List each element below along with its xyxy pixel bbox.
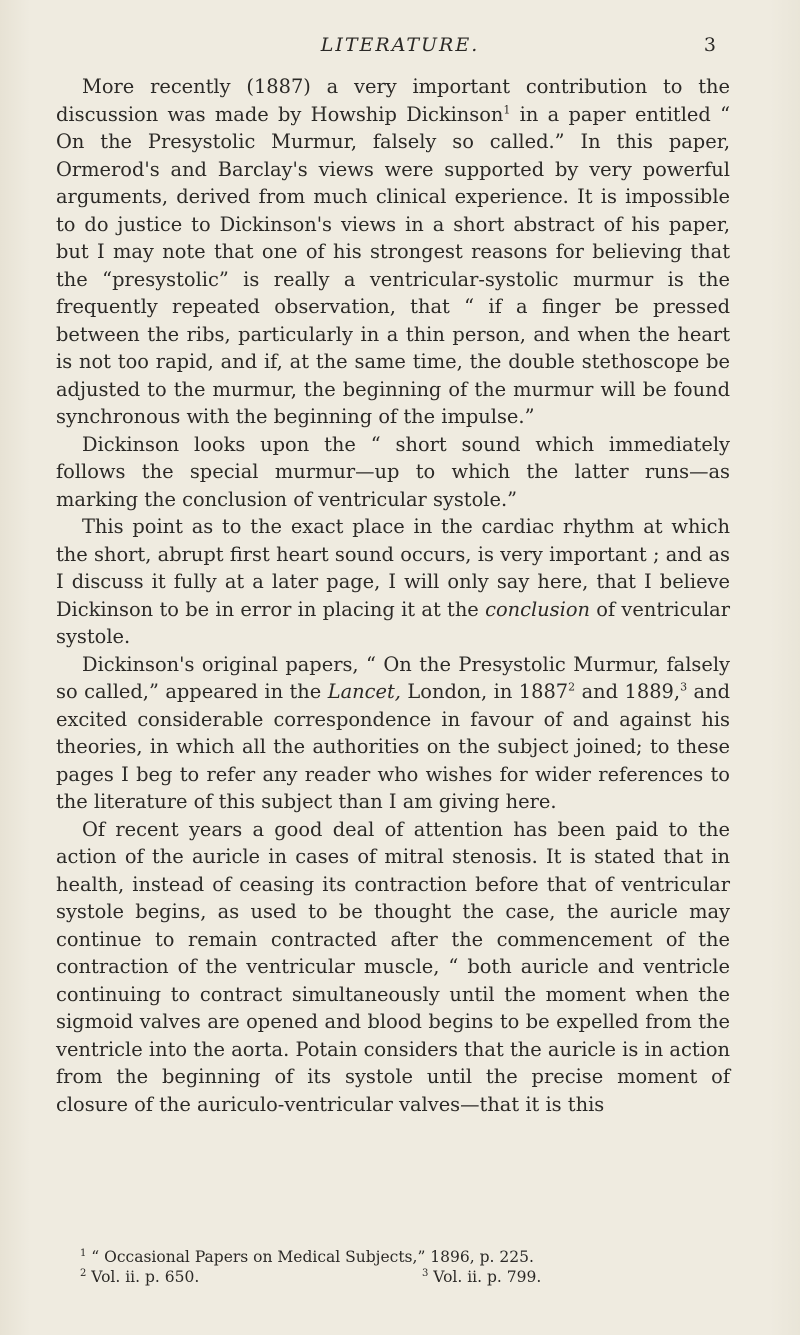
text-run: More recently (1887) a very important contribution to the discussion was made by Howship Dickinson <box>56 75 730 126</box>
footnote-row <box>80 1267 720 1287</box>
text-run: London, in 1887 <box>400 680 569 703</box>
text-run: Dickinson's original papers, “ On the Presystolic Murmur, falsely so called,” appeared in the <box>56 652 730 703</box>
footnotes <box>80 1247 720 1287</box>
text-run: and excited considerable correspondence in favour of and against his theories, in which all the authorities on the subject joined; to these pages I beg to refer any reader who wishes for wider references to the literature of this subject than I am giving here. <box>56 680 730 813</box>
running-head: LITERATURE. <box>320 34 480 56</box>
footnote <box>422 1267 541 1287</box>
footnote-marker: 2 <box>568 680 576 694</box>
footnote <box>80 1267 422 1287</box>
footnote-number: 2 <box>80 1267 87 1279</box>
footnote-number: 3 <box>422 1267 429 1279</box>
italic-text: Lancet, <box>327 680 401 703</box>
footnote-marker: 1 <box>503 103 511 117</box>
paragraph <box>56 513 730 651</box>
footnote-marker: 3 <box>680 680 688 694</box>
text-run: This point as to the exact place in the cardiac rhythm at which the short, abrupt first heart sound occurs, is very important ; and as I discuss it fully at a later page, I will only say here, that I believe Dickinson to be in error in placing it at the <box>56 515 730 621</box>
body-text <box>56 73 730 1118</box>
italic-text: conclusion <box>485 597 590 621</box>
paragraph <box>56 651 730 816</box>
text-run: of ventricular systole. <box>56 597 730 648</box>
text-run: in a paper entitled “ On the Presystolic Murmur, falsely so called.” In this paper, Ormerod's and Barclay's views were supported by very powerful arguments, derived from much clinical experience. It is impossible to do justice to Dickinson's views in a short abstract of his paper, but I may note that one of his strongest reasons for believing that the “presystolic” is really a ventricular-systolic murmur is the frequently repeated observation, that “ if a finger be pressed between the ribs, particularly in a thin person, and when the heart is not too rapid, and if, at the same time, the double stethoscope be adjusted to the murmur, the beginning of the murmur will be found synchronous with the beginning of the impulse.” <box>56 102 730 428</box>
paragraph: Dickinson looks upon the “ short sound which immediately follows the special murmur—up to which the latter runs—as marking the conclusion of ventricular systole.” <box>56 432 730 511</box>
text-run: and 1889, <box>575 680 681 703</box>
footnote-text: Vol. ii. p. 799. <box>428 1268 542 1286</box>
footnote-text: “ Occasional Papers on Medical Subjects,” 1896, p. 225. <box>86 1248 534 1266</box>
page-number: 3 <box>703 34 716 56</box>
page-header <box>0 30 800 60</box>
paragraph: Of recent years a good deal of attention has been paid to the action of the auricle in cases of mitral stenosis. It is stated that in health, instead of ceasing its contraction before that of ventricular systole begins, as used to be thought the case, the auricle may continue to remain contracted after the commencement of the contraction of the ventricular muscle, “ both auricle and ventricle continuing to contract simultaneously until the moment when the sigmoid valves are opened and blood begins to be expelled from the ventricle into the aorta. Potain considers that the auricle is in action from the beginning of its systole until the precise moment of closure of the auriculo-ventricular valves—that it is this <box>56 817 730 1116</box>
footnote-text: Vol. ii. p. 650. <box>86 1268 200 1286</box>
footnote <box>80 1247 720 1267</box>
footnote-number: 1 <box>80 1247 87 1259</box>
paragraph <box>56 73 730 431</box>
